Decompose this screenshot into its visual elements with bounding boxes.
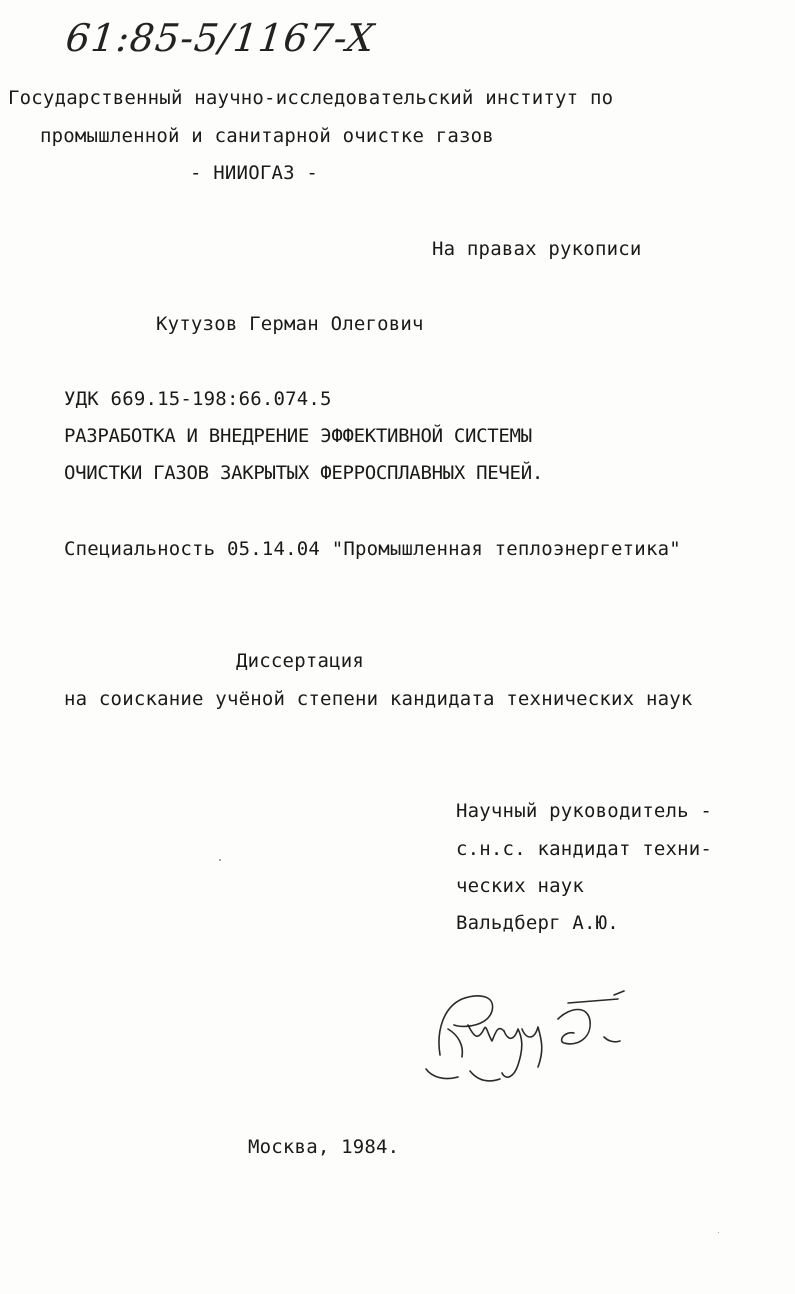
place-and-year: Москва, 1984. (248, 1136, 400, 1158)
manuscript-rights-note: На правах рукописи (432, 238, 642, 260)
supervisor-title-line1: с.н.с. кандидат техни- (456, 838, 713, 860)
author-name: Кутузов Герман Олегович (156, 313, 424, 335)
work-type-heading: Диссертация (236, 650, 365, 672)
degree-statement: на соискание учёной степени кандидата технических наук (64, 688, 693, 710)
supervisor-label: Научный руководитель - (456, 800, 713, 822)
institute-name-line2: промышленной и санитарной очистке газов (40, 125, 494, 147)
udc-code: УДК 669.15-198:66.074.5 (64, 388, 332, 410)
specialty: Специальность 05.14.04 "Промышленная теплоэнергетика" (64, 538, 681, 560)
archive-code-handwritten: 61:85-5/1167-X (63, 16, 377, 60)
paper-speck (219, 859, 221, 861)
thesis-title-line1: РАЗРАБОТКА И ВНЕДРЕНИЕ ЭФФЕКТИВНОЙ СИСТЕМЫ (64, 425, 532, 447)
supervisor-title-line2: ческих наук (456, 875, 585, 897)
institute-name-line1: Государственный научно-исследовательский институт по (8, 87, 614, 109)
thesis-title-line2: ОЧИСТКИ ГАЗОВ ЗАКРЫТЫХ ФЕРРОСПЛАВНЫХ ПЕЧЕЙ. (64, 462, 543, 484)
supervisor-name: Вальдберг А.Ю. (456, 912, 619, 934)
handwritten-signature-icon (418, 985, 633, 1090)
paper-speck (718, 1232, 719, 1233)
institute-abbreviation: - НИИОГАЗ - (190, 162, 319, 184)
